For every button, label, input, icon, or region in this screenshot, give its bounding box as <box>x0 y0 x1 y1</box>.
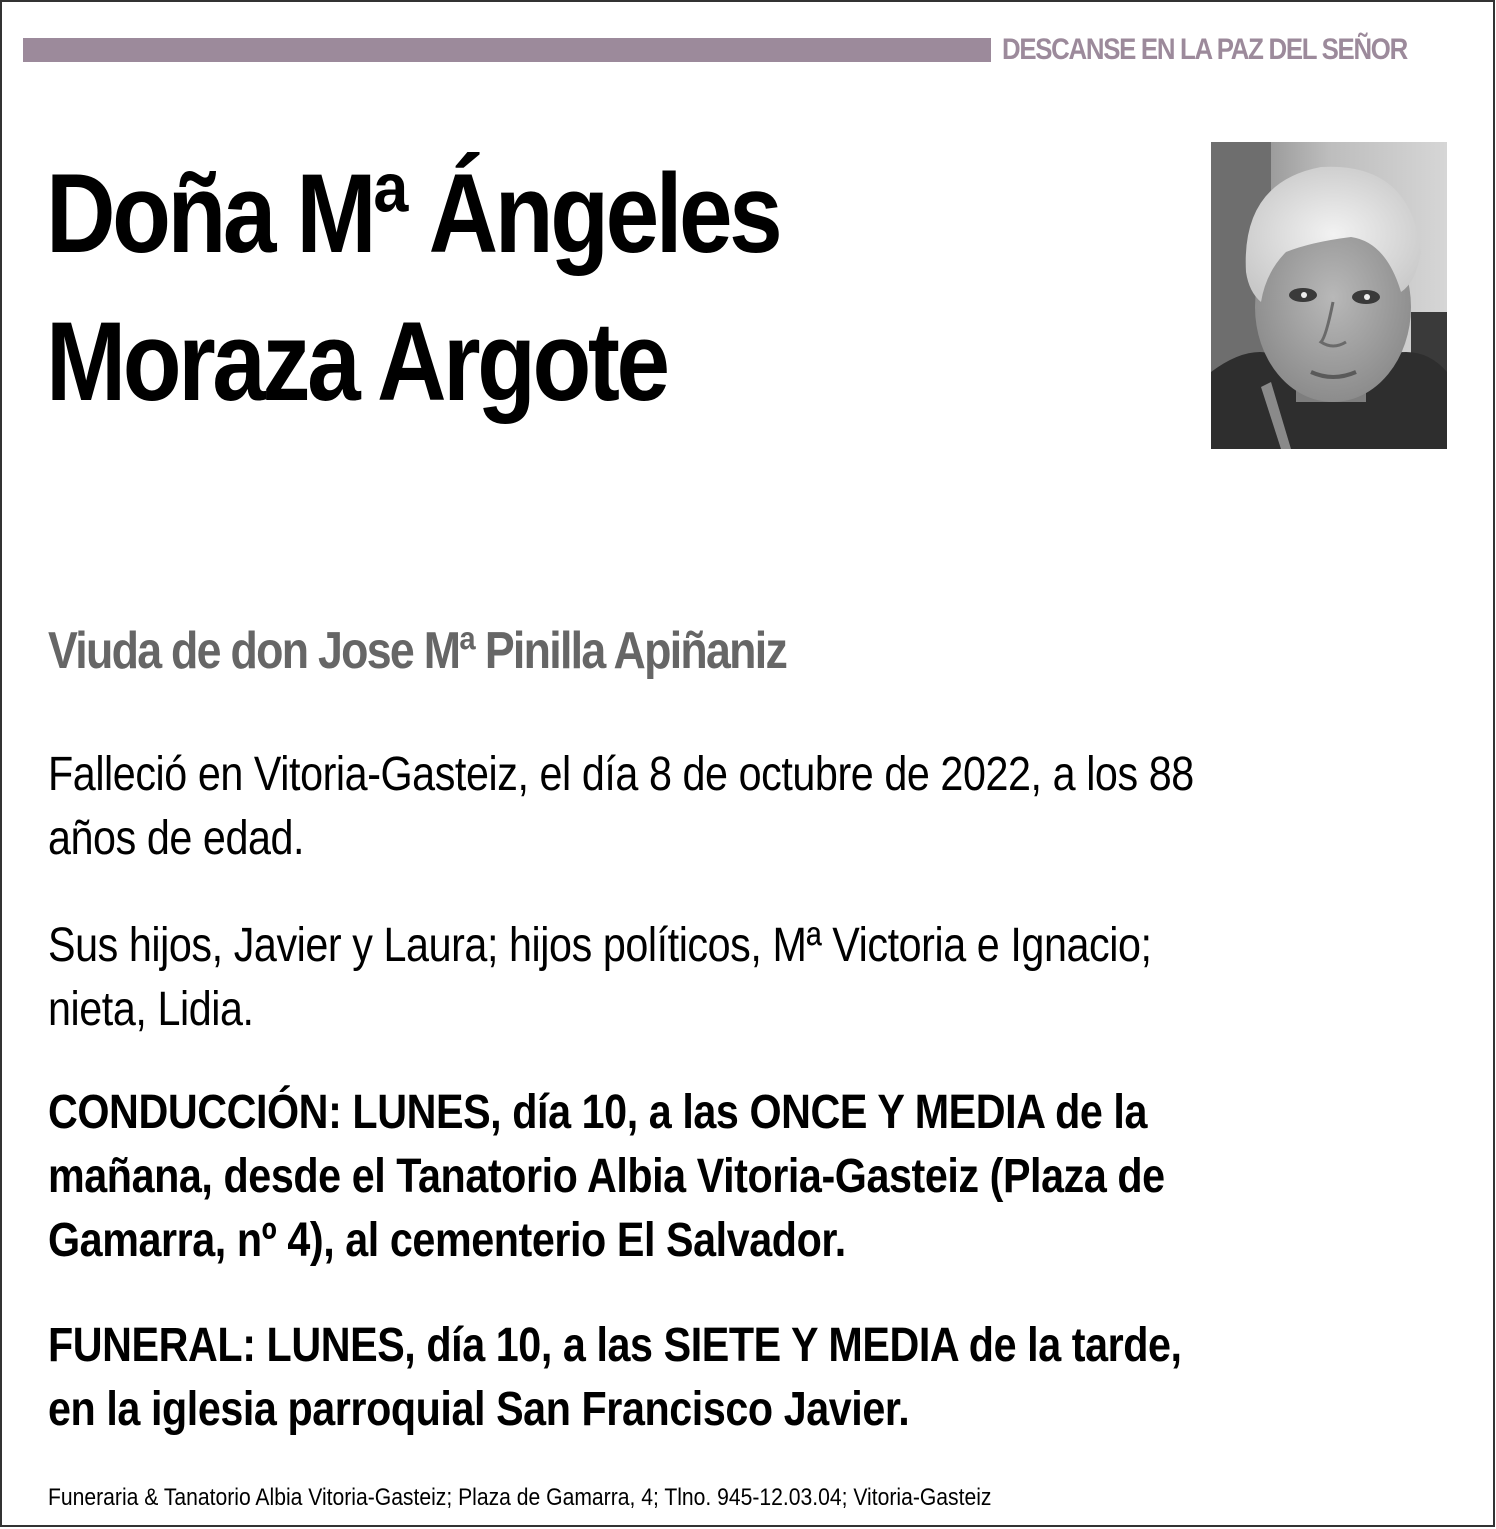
conduccion-line: CONDUCCIÓN: LUNES, día 10, a las ONCE Y MEDIA de la <box>48 1086 1147 1139</box>
portrait-icon <box>1211 142 1447 449</box>
family-line: nieta, Lidia. <box>48 983 254 1036</box>
funeral-notice <box>48 1314 1398 1442</box>
conduccion-line: Gamarra, nº 4), al cementerio El Salvador. <box>48 1214 846 1267</box>
funeral-line: FUNERAL: LUNES, día 10, a las SIETE Y MEDIA de la tarde, <box>48 1319 1182 1372</box>
deceased-name-line-2: Moraza Argote <box>46 299 667 424</box>
funeral-home-footer: Funeraria & Tanatorio Albia Vitoria-Gasteiz; Plaza de Gamarra, 4; Tlno. 945-12.03.04; Vitoria-Gasteiz <box>48 1484 992 1511</box>
death-notice-line: años de edad. <box>48 812 305 865</box>
header-accent-bar <box>23 38 991 62</box>
death-notice-line: Falleció en Vitoria-Gasteiz, el día 8 de octubre de 2022, a los 88 <box>48 748 1194 801</box>
funeral-line: en la iglesia parroquial San Francisco Javier. <box>48 1383 910 1436</box>
family-line: Sus hijos, Javier y Laura; hijos políticos, Mª Victoria e Ignacio; <box>48 919 1152 972</box>
family-list <box>48 914 1398 1042</box>
deceased-name-line-1: Doña Mª Ángeles <box>46 151 780 276</box>
conduccion-line: mañana, desde el Tanatorio Albia Vitoria-Gasteiz (Plaza de <box>48 1150 1165 1203</box>
widow-of-line: Viuda de don Jose Mª Pinilla Apiñaniz <box>48 622 787 680</box>
death-notice <box>48 743 1398 871</box>
conduccion-notice <box>48 1081 1398 1273</box>
header-tagline: DESCANSE EN LA PAZ DEL SEÑOR <box>1002 33 1407 66</box>
deceased-photo <box>1211 142 1447 449</box>
deceased-name <box>46 140 992 436</box>
